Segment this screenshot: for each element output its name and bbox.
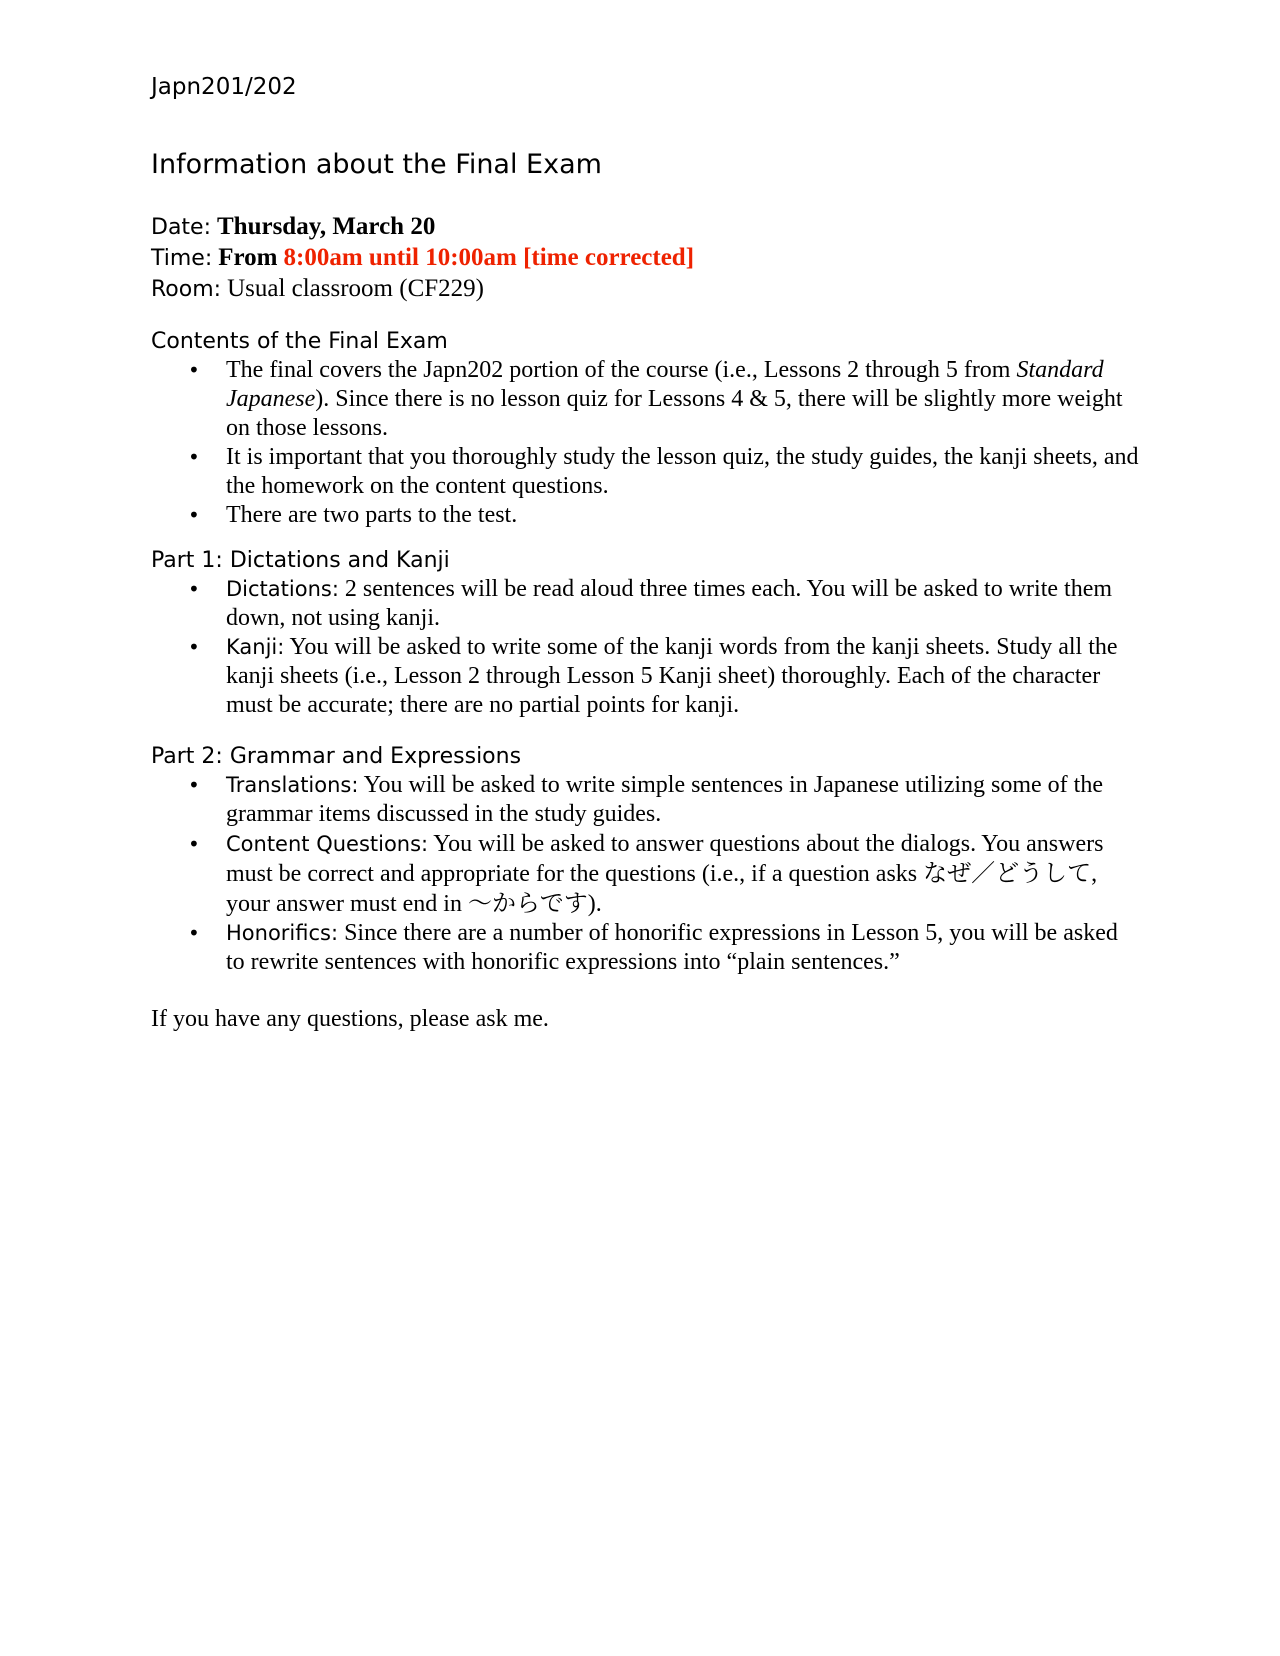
list-item-lead: Translations: bbox=[226, 773, 359, 797]
time-from: From bbox=[218, 244, 278, 271]
date-value: Thursday, March 20 bbox=[217, 213, 436, 240]
room-label: Room: bbox=[151, 277, 222, 302]
part2-section bbox=[151, 743, 1141, 977]
list-item bbox=[151, 633, 1141, 720]
list-item-lead: Content Questions: bbox=[226, 832, 429, 856]
contents-heading: Contents of the Final Exam bbox=[151, 329, 448, 354]
bullet-icon: • bbox=[188, 832, 200, 856]
part1-list bbox=[151, 575, 1141, 720]
part2-list bbox=[151, 771, 1141, 977]
closing-note: If you have any questions, please ask me. bbox=[151, 1006, 549, 1032]
list-item-text: Since there are a number of honorific expressions in Lesson 5, you will be asked to rewrite sentences with honorific expressions into “plain sentences.” bbox=[226, 920, 1118, 975]
list-item-lead: Honorifics: bbox=[226, 921, 339, 945]
date-label: Date: bbox=[151, 215, 211, 240]
list-item-text: You will be asked to answer questions about the dialogs. You answers must be correct and appropriate for the questions (i.e., if a question asks なぜ／どうして, your answer must end in ～からです). bbox=[226, 831, 1104, 917]
list-item bbox=[151, 771, 1141, 829]
list-item bbox=[151, 356, 1141, 443]
part1-section bbox=[151, 547, 1141, 720]
list-item-text: The final covers the Japn202 portion of the course (i.e., Lessons 2 through 5 from bbox=[226, 357, 1011, 383]
bullet-icon: • bbox=[188, 921, 200, 945]
book-title: Standard Japanese bbox=[226, 357, 1104, 412]
bullet-icon: • bbox=[188, 773, 200, 797]
bullet-icon: • bbox=[188, 358, 200, 382]
list-item-lead: Kanji: bbox=[226, 635, 285, 659]
list-item bbox=[151, 829, 1141, 919]
list-item-text: ). Since there is no lesson quiz for Lessons 4 & 5, there will be slightly more weight on those lessons. bbox=[226, 386, 1123, 441]
time-label: Time: bbox=[151, 246, 213, 271]
time-line bbox=[151, 243, 694, 274]
list-item bbox=[151, 501, 1141, 530]
list-item-text: You will be asked to write some of the kanji words from the kanji sheets. Study all the kanji sheets (i.e., Lesson 2 through Lesson 5 Kanji sheet) thoroughly. Each of the character must be accurate; there are no partial points for kanji. bbox=[226, 634, 1118, 718]
room-value: Usual classroom (CF229) bbox=[227, 275, 484, 302]
list-item-text: There are two parts to the test. bbox=[226, 502, 518, 528]
time-value: 8:00am until 10:00am [time corrected] bbox=[283, 244, 695, 271]
list-item-text: 2 sentences will be read aloud three times each. You will be asked to write them down, not using kanji. bbox=[226, 576, 1113, 631]
bullet-icon: • bbox=[188, 503, 200, 527]
contents-section bbox=[151, 328, 1141, 530]
exam-info-block bbox=[151, 212, 694, 305]
part2-heading: Part 2: Grammar and Expressions bbox=[151, 744, 522, 769]
room-line bbox=[151, 274, 694, 305]
course-code: Japn201/202 bbox=[151, 74, 297, 100]
bullet-icon: • bbox=[188, 577, 200, 601]
list-item-text: It is important that you thoroughly study the lesson quiz, the study guides, the kanji sheets, and the homework on the content questions. bbox=[226, 444, 1139, 499]
bullet-icon: • bbox=[188, 635, 200, 659]
list-item bbox=[151, 919, 1141, 977]
list-item bbox=[151, 575, 1141, 633]
list-item-text: You will be asked to write simple sentences in Japanese utilizing some of the grammar items discussed in the study guides. bbox=[226, 772, 1103, 827]
date-line bbox=[151, 212, 694, 243]
bullet-icon: • bbox=[188, 445, 200, 469]
part1-heading: Part 1: Dictations and Kanji bbox=[151, 548, 450, 573]
list-item-lead: Dictations: bbox=[226, 577, 339, 601]
document-title: Information about the Final Exam bbox=[151, 149, 602, 180]
contents-list bbox=[151, 356, 1141, 530]
list-item bbox=[151, 443, 1141, 501]
